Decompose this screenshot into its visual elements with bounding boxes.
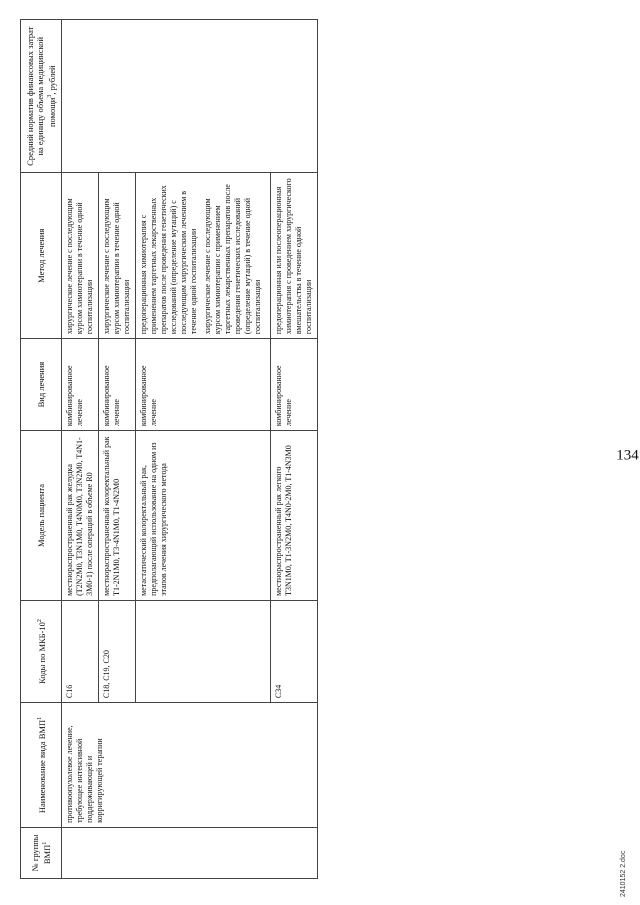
cell-type: комбинированное лечение bbox=[98, 339, 135, 431]
cell-cost bbox=[61, 20, 317, 173]
table-header-row bbox=[21, 20, 62, 879]
cell-group bbox=[61, 827, 317, 878]
footer-filename: 2410152 2.doc bbox=[620, 850, 627, 897]
header-group-no: № группы ВМП$^1$ bbox=[21, 827, 62, 878]
cell-method: хирургическое лечение с последующим курсом химиотерапии в течение одной госпитализации bbox=[61, 173, 98, 339]
cell-type: комбинированное лечение bbox=[270, 339, 317, 431]
cell-mkb: C16 bbox=[61, 600, 98, 702]
cell-model: местнораспространенный рак желудка (T2N2M0, T3N1M0, T4N0M0, T3N2M0, T4N1-3M0-1) после операций в объеме R0 bbox=[61, 431, 98, 601]
cell-type: комбинированное лечение bbox=[61, 339, 98, 431]
cell-vmp-name: противоопухолевое лечение, требующее интенсивной поддерживающей и корригирующей терапии bbox=[61, 703, 317, 828]
cell-mkb: C18, C19, C20 bbox=[98, 600, 135, 702]
header-type: Вид лечения bbox=[21, 339, 62, 431]
header-vmp-name: Наименование вида ВМП$^1$ bbox=[21, 703, 62, 828]
header-cost: Средний норматив финансовых затрат на единицу объема медицинской помощи$^3$, рублей bbox=[21, 20, 62, 173]
cell-method bbox=[135, 173, 270, 339]
cell-mkb: C34 bbox=[270, 600, 317, 702]
method-option: предоперационная химиотерапия с применением таргетных лекарственных препаратов после проведения генетических исследований (определение мутаций) с последующим хирургическим лечением в течение одной госпитализации bbox=[138, 185, 198, 335]
vmp-table bbox=[20, 19, 318, 879]
cell-model: местнораспространенный колоректальный рак T1-2N1M0, T3-4N1M0, T1-4N2M0 bbox=[98, 431, 135, 601]
table-row bbox=[61, 20, 98, 879]
header-method: Метод лечения bbox=[21, 173, 62, 339]
method-option: хирургическое лечение с последующим курсом химиотерапии с применением таргетных лекарственных препаратов после проведения генетических исследований (определение мутаций) в течение одной госпитализации bbox=[202, 184, 262, 335]
cell-model: метастатический колоректальный рак, предполагающий использование на одном из этапов лечения хирургического метода bbox=[135, 431, 270, 601]
cell-method: хирургическое лечение с последующим курсом химиотерапии в течение одной госпитализации bbox=[98, 173, 135, 339]
header-model: Модель пациента bbox=[21, 431, 62, 601]
cell-mkb bbox=[135, 600, 270, 702]
page-number: 134 bbox=[616, 447, 639, 464]
cell-method: предоперационная или послеоперационная химиотерапия с проведением хирургического вмешательства в течение одной госпитализации bbox=[270, 173, 317, 339]
header-mkb: Коды по МКБ-$10^2$ bbox=[21, 600, 62, 702]
cell-type: комбинированное лечение bbox=[135, 339, 270, 431]
cell-model: местнораспространенный рак легкого T3N1M0, T1-3N2M0, T4N0-2M0, T1-4N3M0 bbox=[270, 431, 317, 601]
